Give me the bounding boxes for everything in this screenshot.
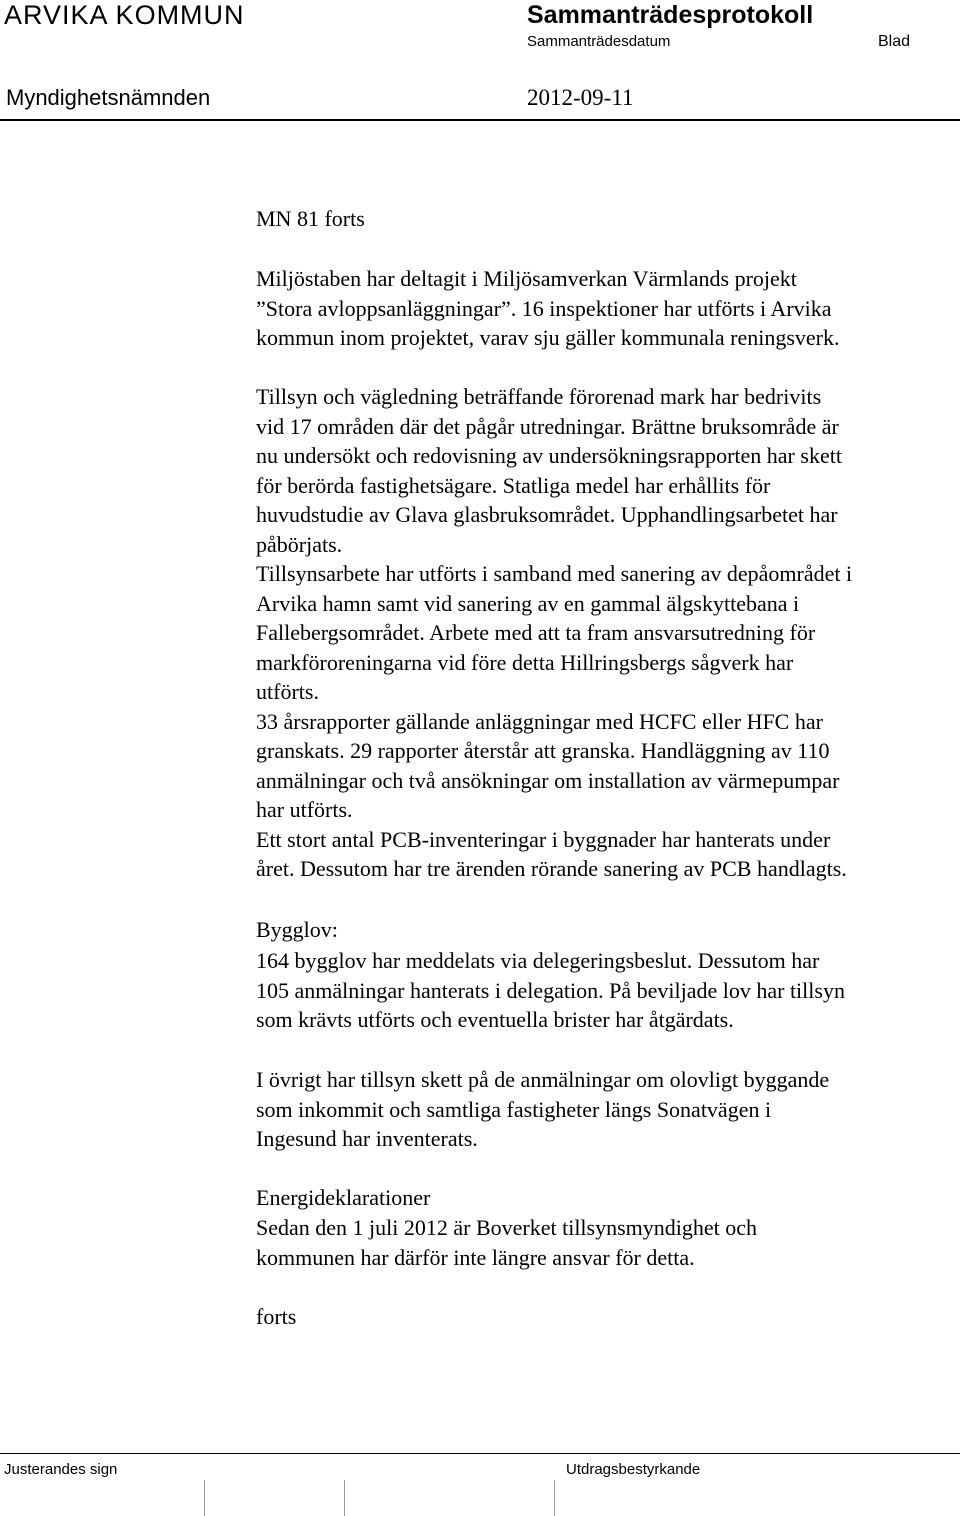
energi-heading: Energideklarationer [256,1185,431,1210]
signature-box-divider [554,1480,555,1516]
document-title: Sammanträdesprotokoll [527,1,814,29]
signature-box-divider [204,1480,205,1516]
paragraph-ovrigt: I övrigt har tillsyn skett på de anmälningar om olovligt byggande som inkommit och samtliga fastigheter längs Sonatvägen i Ingesund har inventerats. [256,1067,830,1151]
extract-certification-label: Utdragsbestyrkande [566,1461,701,1478]
section-reference: MN 81 forts [256,206,365,231]
paragraph-bygglov: 164 bygglov har meddelats via delegeringsbeslut. Dessutom har 105 anmälningar hanterats i delegation. På beviljade lov har tillsyn som krävts utförts och eventuella brister har åtgärdats. [256,948,845,1032]
continuation-note: forts [256,1304,297,1329]
sheet-label: Blad [878,33,911,50]
adjusters-sign-label: Justerandes sign [4,1461,118,1478]
meeting-date: 2012-09-11 [527,85,634,110]
signature-box-divider [344,1480,345,1516]
paragraph-miljosamverkan: Miljöstaben har deltagit i Miljösamverkan Värmlands projekt ”Stora avloppsanläggningar”. 16 inspektioner har utförts i Arvika kommun inom projektet, varav sju gäller kommunala reningsverk. [256,266,840,350]
bygglov-heading: Bygglov: [256,917,338,942]
paragraph-energi: Sedan den 1 juli 2012 är Boverket tillsynsmyndighet och kommunen har därför inte längre ansvar för detta. [256,1215,758,1270]
footer-divider [0,1453,960,1454]
meeting-date-label: Sammanträdesdatum [527,33,671,50]
municipality-logo: ARVIKA KOMMUN [4,0,245,30]
board-name: Myndighetsnämnden [6,85,211,110]
paragraph-fororenad-mark: Tillsyn och vägledning beträffande förorenad mark har bedrivits vid 17 områden där det pågår utredningar. Brättne bruksområde är nu undersökt och redovisning av undersökningsrapporten har skett för berörda fastighetsägare. Statliga medel har erhållits för huvudstudie av Glava glasbruksområdet. Upphandlingsarbetet har påbörjats. Tillsynsarbete har utförts i samband med sanering av depåområdet i Arvika hamn samt vid sanering av en gammal älgskyttebana i Fallebergsområdet. Arbete med att ta fram ansvarsutredning för markföroreningarna vid före detta Hillringsbergs sågverk har utförts. 33 årsrapporter gällande anläggningar med HCFC eller HFC har granskats. 29 rapporter återstår att granska. Handläggning av 110 anmälningar och två ansökningar om installation av värmepumpar har utförts. Ett stort antal PCB-inventeringar i byggnader har hanterats under året. Dessutom har tre ärenden rörande sanering av PCB handlagts. [256,384,853,881]
header-divider [0,119,960,121]
